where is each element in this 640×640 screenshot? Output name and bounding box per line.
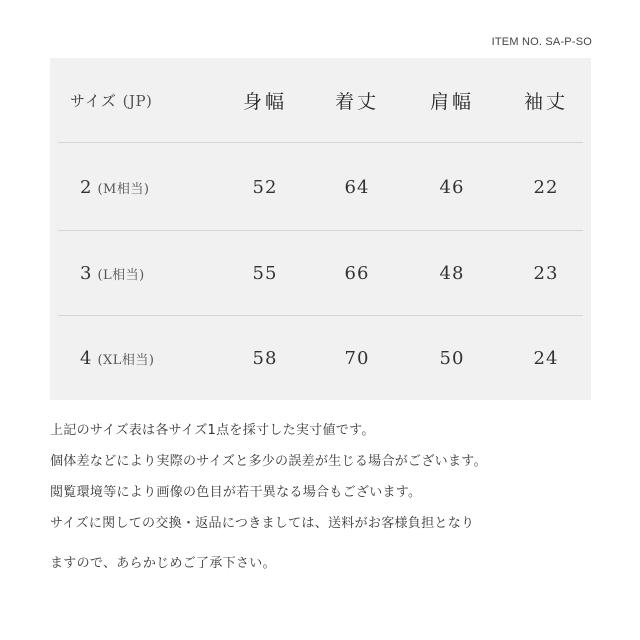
size-number: 2 <box>80 176 92 198</box>
size-cell <box>50 263 200 284</box>
size-equivalent: (L相当) <box>97 267 145 283</box>
note-line: 閲覧環境等により画像の色目が若干異なる場合もございます。 <box>50 485 422 500</box>
value-sleeve: 24 <box>533 347 559 369</box>
table-row <box>50 316 591 400</box>
header-col-sleeve: 袖丈 <box>523 90 568 113</box>
value-length: 64 <box>344 176 370 198</box>
size-equivalent: (M相当) <box>97 181 150 197</box>
item-number: ITEM NO. SA-P-SO <box>491 36 592 48</box>
note-line: 個体差などにより実際のサイズと多少の誤差が生じる場合がございます。 <box>50 454 487 469</box>
size-number: 4 <box>80 347 92 369</box>
header-size-unit: (JP) <box>122 91 153 110</box>
value-length: 66 <box>344 262 370 284</box>
header-size-label: サイズ <box>70 91 117 110</box>
value-shoulder: 48 <box>439 262 465 284</box>
header-col-length: 着丈 <box>334 90 379 113</box>
table-row <box>50 230 591 316</box>
size-number: 3 <box>80 262 92 284</box>
size-notes <box>50 420 610 584</box>
header-size-cell <box>50 90 200 111</box>
size-cell <box>50 348 200 369</box>
size-cell <box>50 177 200 198</box>
value-body-width: 58 <box>252 347 278 369</box>
table-row <box>50 144 591 230</box>
note-line: ますので、あらかじめご了承下さい。 <box>50 556 276 571</box>
value-body-width: 55 <box>252 262 278 284</box>
value-shoulder: 50 <box>439 347 465 369</box>
value-length: 70 <box>344 347 370 369</box>
value-body-width: 52 <box>252 176 278 198</box>
value-shoulder: 46 <box>439 176 465 198</box>
size-equivalent: (XL相当) <box>97 352 155 368</box>
header-col-body-width: 身幅 <box>242 90 287 113</box>
value-sleeve: 23 <box>533 262 559 284</box>
note-line: 上記のサイズ表は各サイズ1点を採寸した実寸値です。 <box>50 423 375 438</box>
header-col-shoulder: 肩幅 <box>429 90 474 113</box>
size-table <box>50 58 591 400</box>
header-divider <box>58 142 583 143</box>
table-header-row <box>50 58 591 142</box>
note-line: サイズに関しての交換・返品につきましては、送料がお客様負担となり <box>50 516 475 531</box>
value-sleeve: 22 <box>533 176 559 198</box>
